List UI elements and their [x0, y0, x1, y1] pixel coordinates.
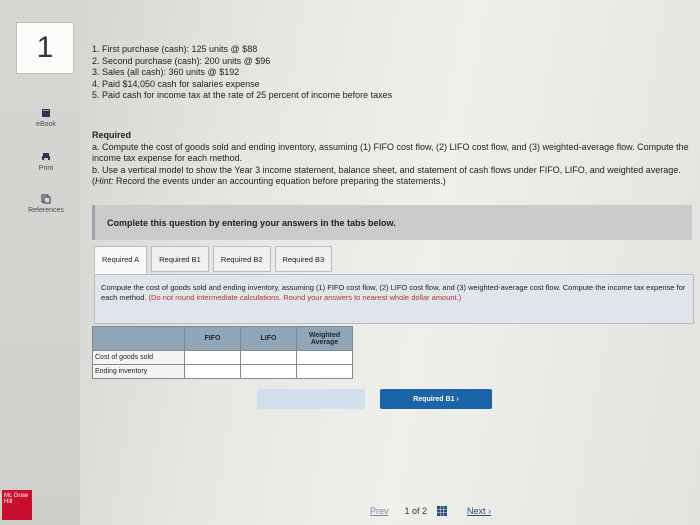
- table-row: [93, 365, 353, 379]
- tab-required-b1[interactable]: Required B1: [151, 246, 209, 272]
- next-tab-button[interactable]: Required B1 ›: [380, 389, 492, 409]
- tab-instructions: [94, 274, 694, 324]
- row-label-ending-inventory: Ending inventory: [93, 365, 185, 379]
- list-item: 2. Second purchase (cash): 200 units @ $96: [92, 55, 271, 66]
- required-b-text: [92, 165, 700, 188]
- column-header-weighted-average: Weighted Average: [297, 327, 353, 351]
- cogs-lifo-input[interactable]: [241, 351, 297, 365]
- column-header-fifo: FIFO: [185, 327, 241, 351]
- printer-icon: [41, 152, 51, 162]
- cost-flow-table: [92, 326, 353, 379]
- references-icon: [41, 194, 51, 204]
- tab-required-a[interactable]: Required A: [94, 246, 147, 274]
- print-tool[interactable]: [22, 152, 70, 172]
- row-label-cogs: Cost of goods sold: [93, 351, 185, 365]
- publisher-logo: [2, 490, 32, 520]
- question-number: 1: [16, 22, 74, 74]
- column-header-lifo: LIFO: [241, 327, 297, 351]
- tab-required-b2[interactable]: Required B2: [213, 246, 271, 272]
- cogs-weighted-average-input[interactable]: [297, 351, 353, 365]
- ebook-label: eBook: [36, 121, 56, 128]
- instruction-note: (Do not round intermediate calculations. Round your answers to nearest whole dollar amount.): [148, 293, 462, 302]
- required-a-text: a. Compute the cost of goods sold and ending inventory, assuming (1) FIFO cost flow, (2) LIFO cost flow, and (3) weighted-average flow. Compute the income tax expense for each method.: [92, 141, 689, 163]
- cogs-fifo-input[interactable]: [185, 351, 241, 365]
- required-heading: Required: [92, 130, 132, 140]
- next-question-link[interactable]: Next ›: [467, 506, 492, 516]
- hint-label: Hint:: [95, 176, 114, 186]
- ending-inventory-fifo-input[interactable]: [185, 365, 241, 379]
- answer-tabs: [94, 246, 336, 274]
- ending-inventory-weighted-average-input[interactable]: [297, 365, 353, 379]
- required-section: [92, 130, 700, 188]
- required-b-prefix: b. Use a vertical model to show the Year 3 income statement, balance sheet, and statement of cash flows under FIFO, LIFO, and weighted average. (: [92, 164, 681, 186]
- question-pager: [370, 503, 570, 519]
- table-corner: [93, 327, 185, 351]
- required-b-hint: Record the events under an accounting equation before preparing the statements.): [113, 176, 446, 186]
- ending-inventory-lifo-input[interactable]: [241, 365, 297, 379]
- print-label: Print: [38, 165, 54, 172]
- book-icon: [41, 108, 51, 118]
- logo-text: Mc Graw Hill: [4, 493, 28, 505]
- table-header-row: [93, 327, 353, 351]
- table-row: [93, 351, 353, 365]
- list-item: 1. First purchase (cash): 125 units @ $88: [92, 44, 258, 54]
- references-tool[interactable]: [22, 194, 70, 214]
- list-item: 3. Sales (all cash): 360 units @ $192: [92, 67, 240, 77]
- references-label: References: [28, 207, 64, 214]
- page-count: 1 of 2: [404, 506, 428, 516]
- previous-tab-button[interactable]: [257, 389, 365, 409]
- grid-icon[interactable]: [437, 506, 447, 516]
- ebook-tool[interactable]: [22, 108, 70, 128]
- instructions-banner: Complete this question by entering your answers in the tabs below.: [92, 205, 692, 240]
- transaction-list: [92, 44, 392, 102]
- list-item: 5. Paid cash for income tax at the rate of 25 percent of income before taxes: [92, 90, 393, 100]
- prev-question-link[interactable]: Prev: [370, 506, 389, 516]
- list-item: 4. Paid $14,050 cash for salaries expense: [92, 78, 260, 89]
- instruction-text: Compute the cost of goods sold and ending inventory, assuming (1) FIFO cost flow, (2) LIFO cost flow, and (3) weighted-average cost flow. Compute the income tax expense for each method.: [101, 283, 686, 302]
- tool-rail: [0, 0, 80, 525]
- tab-required-b3[interactable]: Required B3: [275, 246, 333, 272]
